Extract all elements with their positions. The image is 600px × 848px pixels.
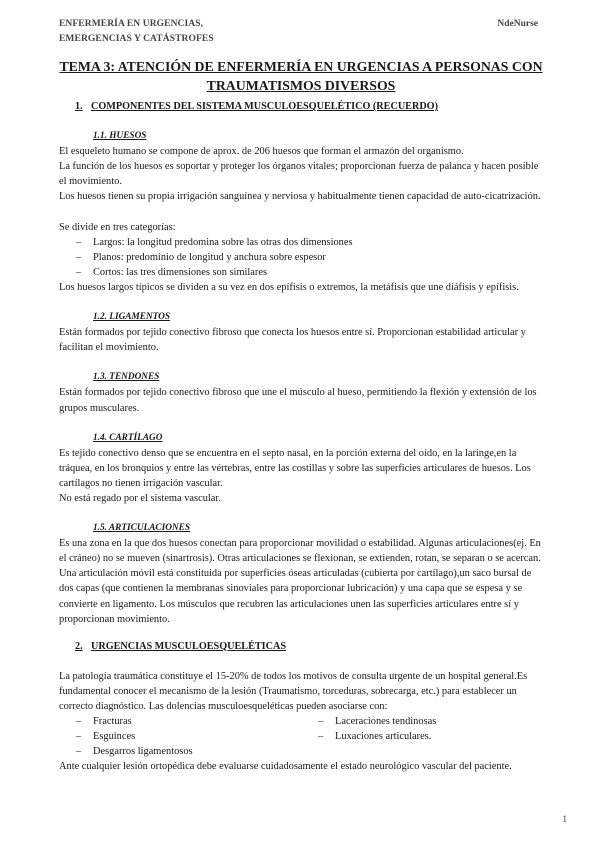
section-1-title: COMPONENTES DEL SISTEMA MUSCULOESQUELÉTICO (RECUERDO) — [91, 101, 439, 112]
document-body — [59, 57, 543, 774]
section-2-paragraph-2: Ante cualquier lesión ortopédica debe evaluarse cuidadosamente el estado neurológico vascular del paciente. — [59, 761, 512, 773]
list-item: – Largos: la longitud predomina sobre las otras dos dimensiones — [76, 236, 353, 248]
section-1-heading — [59, 99, 543, 114]
cartilago-paragraph-1: Es tejido conectivo denso que se encuentra en el septo nasal, en la porción externa del oído, en la laringe,en la tráquea, en los bronquios y entre las vértebras, entre las costillas y sobre las superficies articulares de huesos. Los cartílagos no tienen irrigación vascular. — [59, 447, 531, 489]
page-title-line-1: TEMA 3: ATENCIÓN DE ENFERMERÍA EN URGENCIAS A PERSONAS CON — [59, 59, 543, 74]
cartilago-paragraph-2: No está regado por el sistema vascular. — [59, 492, 221, 504]
huesos-paragraph-1: El esqueleto humano se compone de aprox. de 206 huesos que forman el armazón del organismo. — [59, 146, 464, 158]
bone-categories-list — [59, 235, 543, 280]
page-title-line-2: TRAUMATISMOS DIVERSOS — [206, 78, 396, 93]
list-item: – Cortos: las tres dimensiones son similares — [76, 266, 268, 278]
articulaciones-paragraph: Es una zona en la que dos huesos conectan para proporcionar movilidad o estabilidad. Algunas articulaciones(ej. En el cráneo) no se mueven (sinartrosis). Otras articulaciones se flexionan, se extienden, rotan, se separan o se acercan. Una articulación móvil está constituida por superficies óseas articuladas (cubierta por cartílago),un saco bursal de dos capas (que contienen la membranas sinoviales para proporcionar lubricación) y una capa que se espesa y se convierte en ligamento. Los músculos que recubren las articulaciones unen las superficies articulares entre sí y proporcionan movimiento. — [59, 538, 541, 625]
list-item: – Laceraciones tendinosas — [318, 716, 437, 728]
list-item: – Esguinces — [76, 731, 136, 743]
huesos-paragraph-3: Los huesos tienen su propia irrigación sanguínea y nerviosa y habitualmente tienen capacidad de auto-cicatrización. — [59, 191, 541, 203]
list-item: – Fracturas — [76, 716, 132, 728]
page-number: 1 — [562, 814, 567, 824]
section-2-number: 2. — [75, 640, 83, 652]
tendones-paragraph: Están formados por tejido conectivo fibroso que une el músculo al hueso, permitiendo la flexión y extensión de los grupos musculares. — [59, 387, 537, 414]
header-author: NdeNurse — [497, 19, 538, 29]
header-line-2: EMERGENCIAS Y CATÁSTROFES — [59, 33, 214, 44]
subsection-huesos-heading: 1.1. HUESOS — [93, 131, 147, 142]
subsection-cartilago-heading: 1.4. CARTÍLAGO — [93, 432, 163, 443]
list-item: – Desgarros ligamentosos — [76, 746, 193, 758]
ailments-list-right — [301, 714, 543, 759]
ailments-list — [59, 714, 543, 759]
list-item: – Planos: predominio de longitud y anchura sobre espesor — [76, 251, 326, 263]
subsection-ligamentos-heading: 1.2. LIGAMENTOS — [93, 312, 171, 323]
huesos-paragraph-5: Los huesos largos típicos se dividen a su vez en dos epífisis o extremos, la metáfisis que une diáfisis y epífisis. — [59, 281, 519, 293]
section-2-heading — [59, 639, 543, 654]
header-course-title — [59, 17, 214, 46]
section-2-title: URGENCIAS MUSCULOESQUELÉTICAS — [91, 640, 287, 652]
subsection-articulaciones-heading: 1.5. ARTICULACIONES — [93, 523, 191, 534]
huesos-paragraph-2: La función de los huesos es soportar y proteger los órganos vitales; proporcionan fuerza de palanca y hacen posible el movimiento. — [59, 161, 539, 188]
page-title — [59, 57, 543, 95]
section-2-paragraph-1: La patología traumática constituye el 15-20% de todos los motivos de consulta urgente de un hospital general.Es fundamental conocer el mecanismo de la lesión (Traumatismo, torceduras, sobrecarga, etc.) para establecer un correcto diagnóstico. Las dolencias musculoesqueléticas pueden asociarse con: — [59, 670, 528, 712]
huesos-paragraph-4: Se divide en tres categorías: — [59, 221, 176, 233]
ailments-list-left — [59, 714, 301, 759]
header-line-1: ENFERMERÍA EN URGENCIAS, — [59, 19, 204, 29]
list-item: – Luxaciones articulares. — [318, 731, 432, 743]
ligamentos-paragraph: Están formados por tejido conectivo fibroso que conecta los huesos entre sí. Proporcionan estabilidad articular y facilitan el movimiento. — [59, 327, 526, 354]
section-1-number: 1. — [75, 101, 83, 112]
subsection-tendones-heading: 1.3. TENDONES — [93, 372, 160, 383]
